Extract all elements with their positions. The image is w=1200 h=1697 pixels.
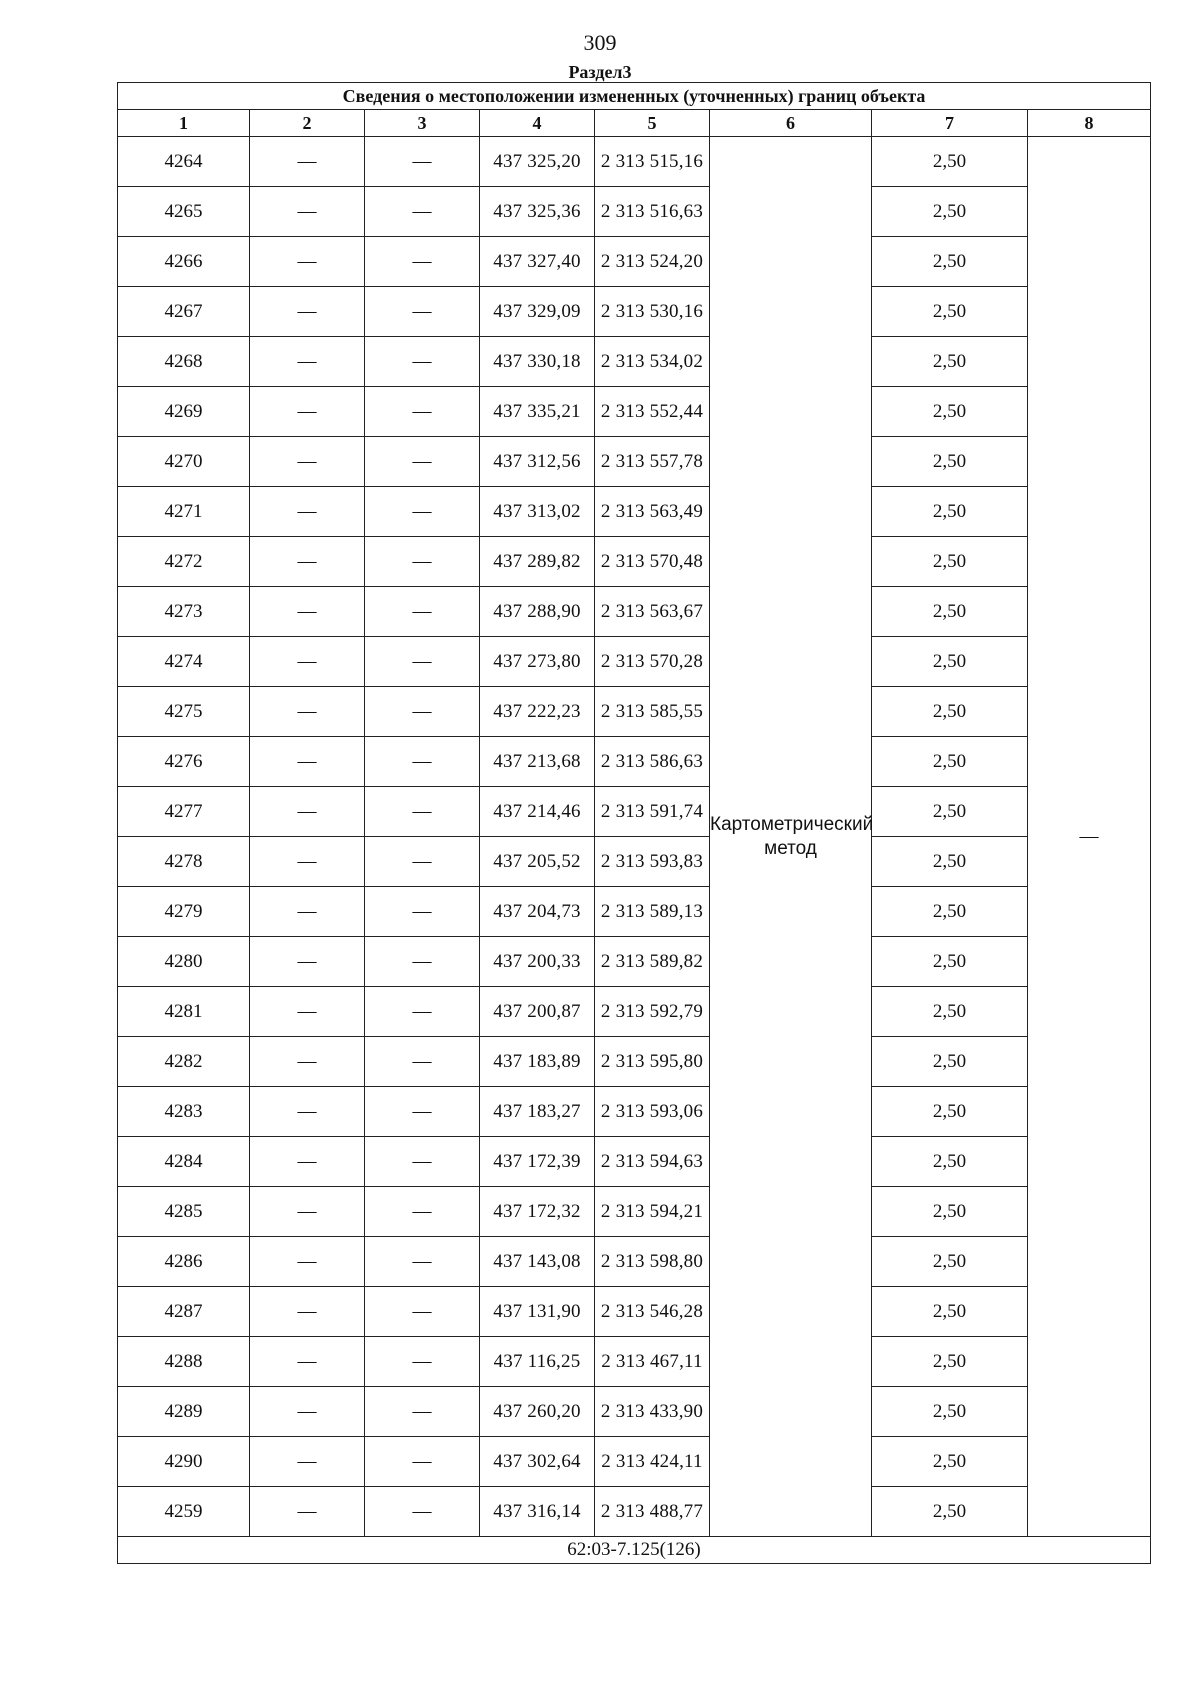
point-number-cell: 4288: [118, 1337, 250, 1387]
y-coordinate-cell: 2 313 563,67: [595, 587, 710, 637]
column-3-cell: —: [365, 287, 480, 337]
column-3-cell: —: [365, 787, 480, 837]
y-coordinate-cell: 2 313 594,21: [595, 1187, 710, 1237]
point-number-cell: 4284: [118, 1137, 250, 1187]
table-row: [118, 1337, 1151, 1387]
table-row: [118, 137, 1151, 187]
x-coordinate-cell: 437 172,39: [480, 1137, 595, 1187]
x-coordinate-cell: 437 312,56: [480, 437, 595, 487]
y-coordinate-cell: 2 313 433,90: [595, 1387, 710, 1437]
x-coordinate-cell: 437 172,32: [480, 1187, 595, 1237]
column-2-cell: —: [250, 337, 365, 387]
table-row: [118, 187, 1151, 237]
column-2-cell: —: [250, 1387, 365, 1437]
column-2-cell: —: [250, 437, 365, 487]
accuracy-cell: 2,50: [872, 637, 1028, 687]
x-coordinate-cell: 437 222,23: [480, 687, 595, 737]
x-coordinate-cell: 437 200,33: [480, 937, 595, 987]
column-2-cell: —: [250, 837, 365, 887]
point-number-cell: 4264: [118, 137, 250, 187]
accuracy-cell: 2,50: [872, 1137, 1028, 1187]
column-2-cell: —: [250, 137, 365, 187]
column-number: 7: [872, 110, 1028, 137]
x-coordinate-cell: 437 143,08: [480, 1237, 595, 1287]
accuracy-cell: 2,50: [872, 1387, 1028, 1437]
accuracy-cell: 2,50: [872, 1487, 1028, 1537]
y-coordinate-cell: 2 313 589,82: [595, 937, 710, 987]
x-coordinate-cell: 437 204,73: [480, 887, 595, 937]
column-2-cell: —: [250, 1037, 365, 1087]
table-row: [118, 537, 1151, 587]
column-2-cell: —: [250, 1437, 365, 1487]
point-number-cell: 4272: [118, 537, 250, 587]
y-coordinate-cell: 2 313 570,48: [595, 537, 710, 587]
point-number-cell: 4277: [118, 787, 250, 837]
x-coordinate-cell: 437 325,20: [480, 137, 595, 187]
point-number-cell: 4275: [118, 687, 250, 737]
accuracy-cell: 2,50: [872, 287, 1028, 337]
y-coordinate-cell: 2 313 546,28: [595, 1287, 710, 1337]
column-3-cell: —: [365, 1137, 480, 1187]
accuracy-cell: 2,50: [872, 537, 1028, 587]
column-2-cell: —: [250, 1137, 365, 1187]
column-number: 4: [480, 110, 595, 137]
column-3-cell: —: [365, 1437, 480, 1487]
y-coordinate-cell: 2 313 570,28: [595, 637, 710, 687]
column-number-row: [118, 110, 1151, 137]
point-number-cell: 4267: [118, 287, 250, 337]
point-number-cell: 4265: [118, 187, 250, 237]
y-coordinate-cell: 2 313 467,11: [595, 1337, 710, 1387]
table-row: [118, 637, 1151, 687]
x-coordinate-cell: 437 330,18: [480, 337, 595, 387]
y-coordinate-cell: 2 313 530,16: [595, 287, 710, 337]
point-number-cell: 4286: [118, 1237, 250, 1287]
column-2-cell: —: [250, 887, 365, 937]
column-2-cell: —: [250, 1087, 365, 1137]
x-coordinate-cell: 437 213,68: [480, 737, 595, 787]
y-coordinate-cell: 2 313 595,80: [595, 1037, 710, 1087]
table-row: [118, 1487, 1151, 1537]
y-coordinate-cell: 2 313 593,83: [595, 837, 710, 887]
table-row: [118, 437, 1151, 487]
column-2-cell: —: [250, 687, 365, 737]
column-3-cell: —: [365, 1337, 480, 1387]
table-row: [118, 837, 1151, 887]
accuracy-cell: 2,50: [872, 1287, 1028, 1337]
column-3-cell: —: [365, 437, 480, 487]
column-3-cell: —: [365, 137, 480, 187]
x-coordinate-cell: 437 116,25: [480, 1337, 595, 1387]
table-row: [118, 737, 1151, 787]
y-coordinate-cell: 2 313 552,44: [595, 387, 710, 437]
column-3-cell: —: [365, 1487, 480, 1537]
section-title: Раздел3: [568, 62, 632, 82]
boundary-coordinates-table: [117, 82, 1151, 1564]
accuracy-cell: 2,50: [872, 1437, 1028, 1487]
table-row: [118, 487, 1151, 537]
y-coordinate-cell: 2 313 598,80: [595, 1237, 710, 1287]
x-coordinate-cell: 437 288,90: [480, 587, 595, 637]
accuracy-cell: 2,50: [872, 337, 1028, 387]
accuracy-cell: 2,50: [872, 837, 1028, 887]
column-2-cell: —: [250, 537, 365, 587]
point-number-cell: 4276: [118, 737, 250, 787]
x-coordinate-cell: 437 205,52: [480, 837, 595, 887]
table-row: [118, 887, 1151, 937]
column-2-cell: —: [250, 387, 365, 437]
column-2-cell: —: [250, 1487, 365, 1537]
table-row: [118, 1187, 1151, 1237]
y-coordinate-cell: 2 313 524,20: [595, 237, 710, 287]
column-3-cell: —: [365, 537, 480, 587]
table-row: [118, 1437, 1151, 1487]
x-coordinate-cell: 437 302,64: [480, 1437, 595, 1487]
table-row: [118, 937, 1151, 987]
column-number: 5: [595, 110, 710, 137]
column-3-cell: —: [365, 1387, 480, 1437]
table-row: [118, 687, 1151, 737]
point-number-cell: 4279: [118, 887, 250, 937]
point-number-cell: 4280: [118, 937, 250, 987]
table-row: [118, 1287, 1151, 1337]
column-2-cell: —: [250, 737, 365, 787]
y-coordinate-cell: 2 313 585,55: [595, 687, 710, 737]
table-row: [118, 1387, 1151, 1437]
x-coordinate-cell: 437 273,80: [480, 637, 595, 687]
y-coordinate-cell: 2 313 424,11: [595, 1437, 710, 1487]
column-3-cell: —: [365, 237, 480, 287]
column-3-cell: —: [365, 737, 480, 787]
x-coordinate-cell: 437 183,89: [480, 1037, 595, 1087]
accuracy-cell: 2,50: [872, 987, 1028, 1037]
x-coordinate-cell: 437 335,21: [480, 387, 595, 437]
y-coordinate-cell: 2 313 586,63: [595, 737, 710, 787]
x-coordinate-cell: 437 289,82: [480, 537, 595, 587]
accuracy-cell: 2,50: [872, 187, 1028, 237]
y-coordinate-cell: 2 313 591,74: [595, 787, 710, 837]
column-3-cell: —: [365, 1037, 480, 1087]
x-coordinate-cell: 437 131,90: [480, 1287, 595, 1337]
y-coordinate-cell: 2 313 488,77: [595, 1487, 710, 1537]
table-row: [118, 787, 1151, 837]
column-2-cell: —: [250, 787, 365, 837]
table-footer-code: 62:03-7.125(126): [118, 1537, 1151, 1564]
column-3-cell: —: [365, 387, 480, 437]
x-coordinate-cell: 437 325,36: [480, 187, 595, 237]
point-number-cell: 4282: [118, 1037, 250, 1087]
column-2-cell: —: [250, 1237, 365, 1287]
y-coordinate-cell: 2 313 516,63: [595, 187, 710, 237]
column-3-cell: —: [365, 587, 480, 637]
x-coordinate-cell: 437 313,02: [480, 487, 595, 537]
column-2-cell: —: [250, 487, 365, 537]
accuracy-cell: 2,50: [872, 587, 1028, 637]
column-number: 6: [710, 110, 872, 137]
point-number-cell: 4278: [118, 837, 250, 887]
column-3-cell: —: [365, 337, 480, 387]
y-coordinate-cell: 2 313 593,06: [595, 1087, 710, 1137]
point-number-cell: 4283: [118, 1087, 250, 1137]
accuracy-cell: 2,50: [872, 737, 1028, 787]
accuracy-cell: 2,50: [872, 1037, 1028, 1087]
column-2-cell: —: [250, 1287, 365, 1337]
column-2-cell: —: [250, 1337, 365, 1387]
point-number-cell: 4266: [118, 237, 250, 287]
column-2-cell: —: [250, 987, 365, 1037]
x-coordinate-cell: 437 260,20: [480, 1387, 595, 1437]
table-row: [118, 237, 1151, 287]
accuracy-cell: 2,50: [872, 1187, 1028, 1237]
column-2-cell: —: [250, 1187, 365, 1237]
accuracy-cell: 2,50: [872, 937, 1028, 987]
column-number: 2: [250, 110, 365, 137]
column-3-cell: —: [365, 887, 480, 937]
point-number-cell: 4271: [118, 487, 250, 537]
accuracy-cell: 2,50: [872, 1237, 1028, 1287]
accuracy-cell: 2,50: [872, 687, 1028, 737]
column-2-cell: —: [250, 237, 365, 287]
column-3-cell: —: [365, 837, 480, 887]
accuracy-cell: 2,50: [872, 137, 1028, 187]
point-number-cell: 4287: [118, 1287, 250, 1337]
x-coordinate-cell: 437 316,14: [480, 1487, 595, 1537]
column-2-cell: —: [250, 637, 365, 687]
column-3-cell: —: [365, 987, 480, 1037]
point-number-cell: 4281: [118, 987, 250, 1037]
column-2-cell: —: [250, 587, 365, 637]
x-coordinate-cell: 437 327,40: [480, 237, 595, 287]
table-row: [118, 1087, 1151, 1137]
column-3-cell: —: [365, 1087, 480, 1137]
point-number-cell: 4289: [118, 1387, 250, 1437]
accuracy-cell: 2,50: [872, 1337, 1028, 1387]
accuracy-cell: 2,50: [872, 387, 1028, 437]
column-2-cell: —: [250, 287, 365, 337]
point-number-cell: 4269: [118, 387, 250, 437]
x-coordinate-cell: 437 329,09: [480, 287, 595, 337]
x-coordinate-cell: 437 214,46: [480, 787, 595, 837]
point-number-cell: 4285: [118, 1187, 250, 1237]
column-3-cell: —: [365, 1237, 480, 1287]
accuracy-cell: 2,50: [872, 787, 1028, 837]
method-cell: Картометрический метод: [710, 137, 872, 1537]
accuracy-cell: 2,50: [872, 487, 1028, 537]
column-3-cell: —: [365, 187, 480, 237]
column-2-cell: —: [250, 937, 365, 987]
column-3-cell: —: [365, 1287, 480, 1337]
table-row: [118, 1237, 1151, 1287]
point-number-cell: 4274: [118, 637, 250, 687]
table-caption: Сведения о местоположении измененных (уточненных) границ объекта: [118, 83, 1151, 110]
accuracy-cell: 2,50: [872, 437, 1028, 487]
point-number-cell: 4290: [118, 1437, 250, 1487]
table-row: [118, 337, 1151, 387]
page-number: 309: [583, 30, 617, 55]
y-coordinate-cell: 2 313 557,78: [595, 437, 710, 487]
accuracy-cell: 2,50: [872, 1087, 1028, 1137]
column-number: 3: [365, 110, 480, 137]
column-2-cell: —: [250, 187, 365, 237]
x-coordinate-cell: 437 200,87: [480, 987, 595, 1037]
column-8-cell: —: [1028, 137, 1151, 1537]
y-coordinate-cell: 2 313 563,49: [595, 487, 710, 537]
column-3-cell: —: [365, 487, 480, 537]
y-coordinate-cell: 2 313 592,79: [595, 987, 710, 1037]
y-coordinate-cell: 2 313 589,13: [595, 887, 710, 937]
table-row: [118, 287, 1151, 337]
column-3-cell: —: [365, 637, 480, 687]
y-coordinate-cell: 2 313 594,63: [595, 1137, 710, 1187]
table-row: [118, 1137, 1151, 1187]
column-number: 1: [118, 110, 250, 137]
point-number-cell: 4273: [118, 587, 250, 637]
table-row: [118, 987, 1151, 1037]
table-row: [118, 387, 1151, 437]
point-number-cell: 4270: [118, 437, 250, 487]
column-3-cell: —: [365, 687, 480, 737]
column-number: 8: [1028, 110, 1151, 137]
column-3-cell: —: [365, 937, 480, 987]
table-body: [118, 137, 1151, 1537]
table-row: [118, 587, 1151, 637]
y-coordinate-cell: 2 313 534,02: [595, 337, 710, 387]
column-3-cell: —: [365, 1187, 480, 1237]
accuracy-cell: 2,50: [872, 887, 1028, 937]
point-number-cell: 4268: [118, 337, 250, 387]
accuracy-cell: 2,50: [872, 237, 1028, 287]
x-coordinate-cell: 437 183,27: [480, 1087, 595, 1137]
point-number-cell: 4259: [118, 1487, 250, 1537]
y-coordinate-cell: 2 313 515,16: [595, 137, 710, 187]
table-row: [118, 1037, 1151, 1087]
